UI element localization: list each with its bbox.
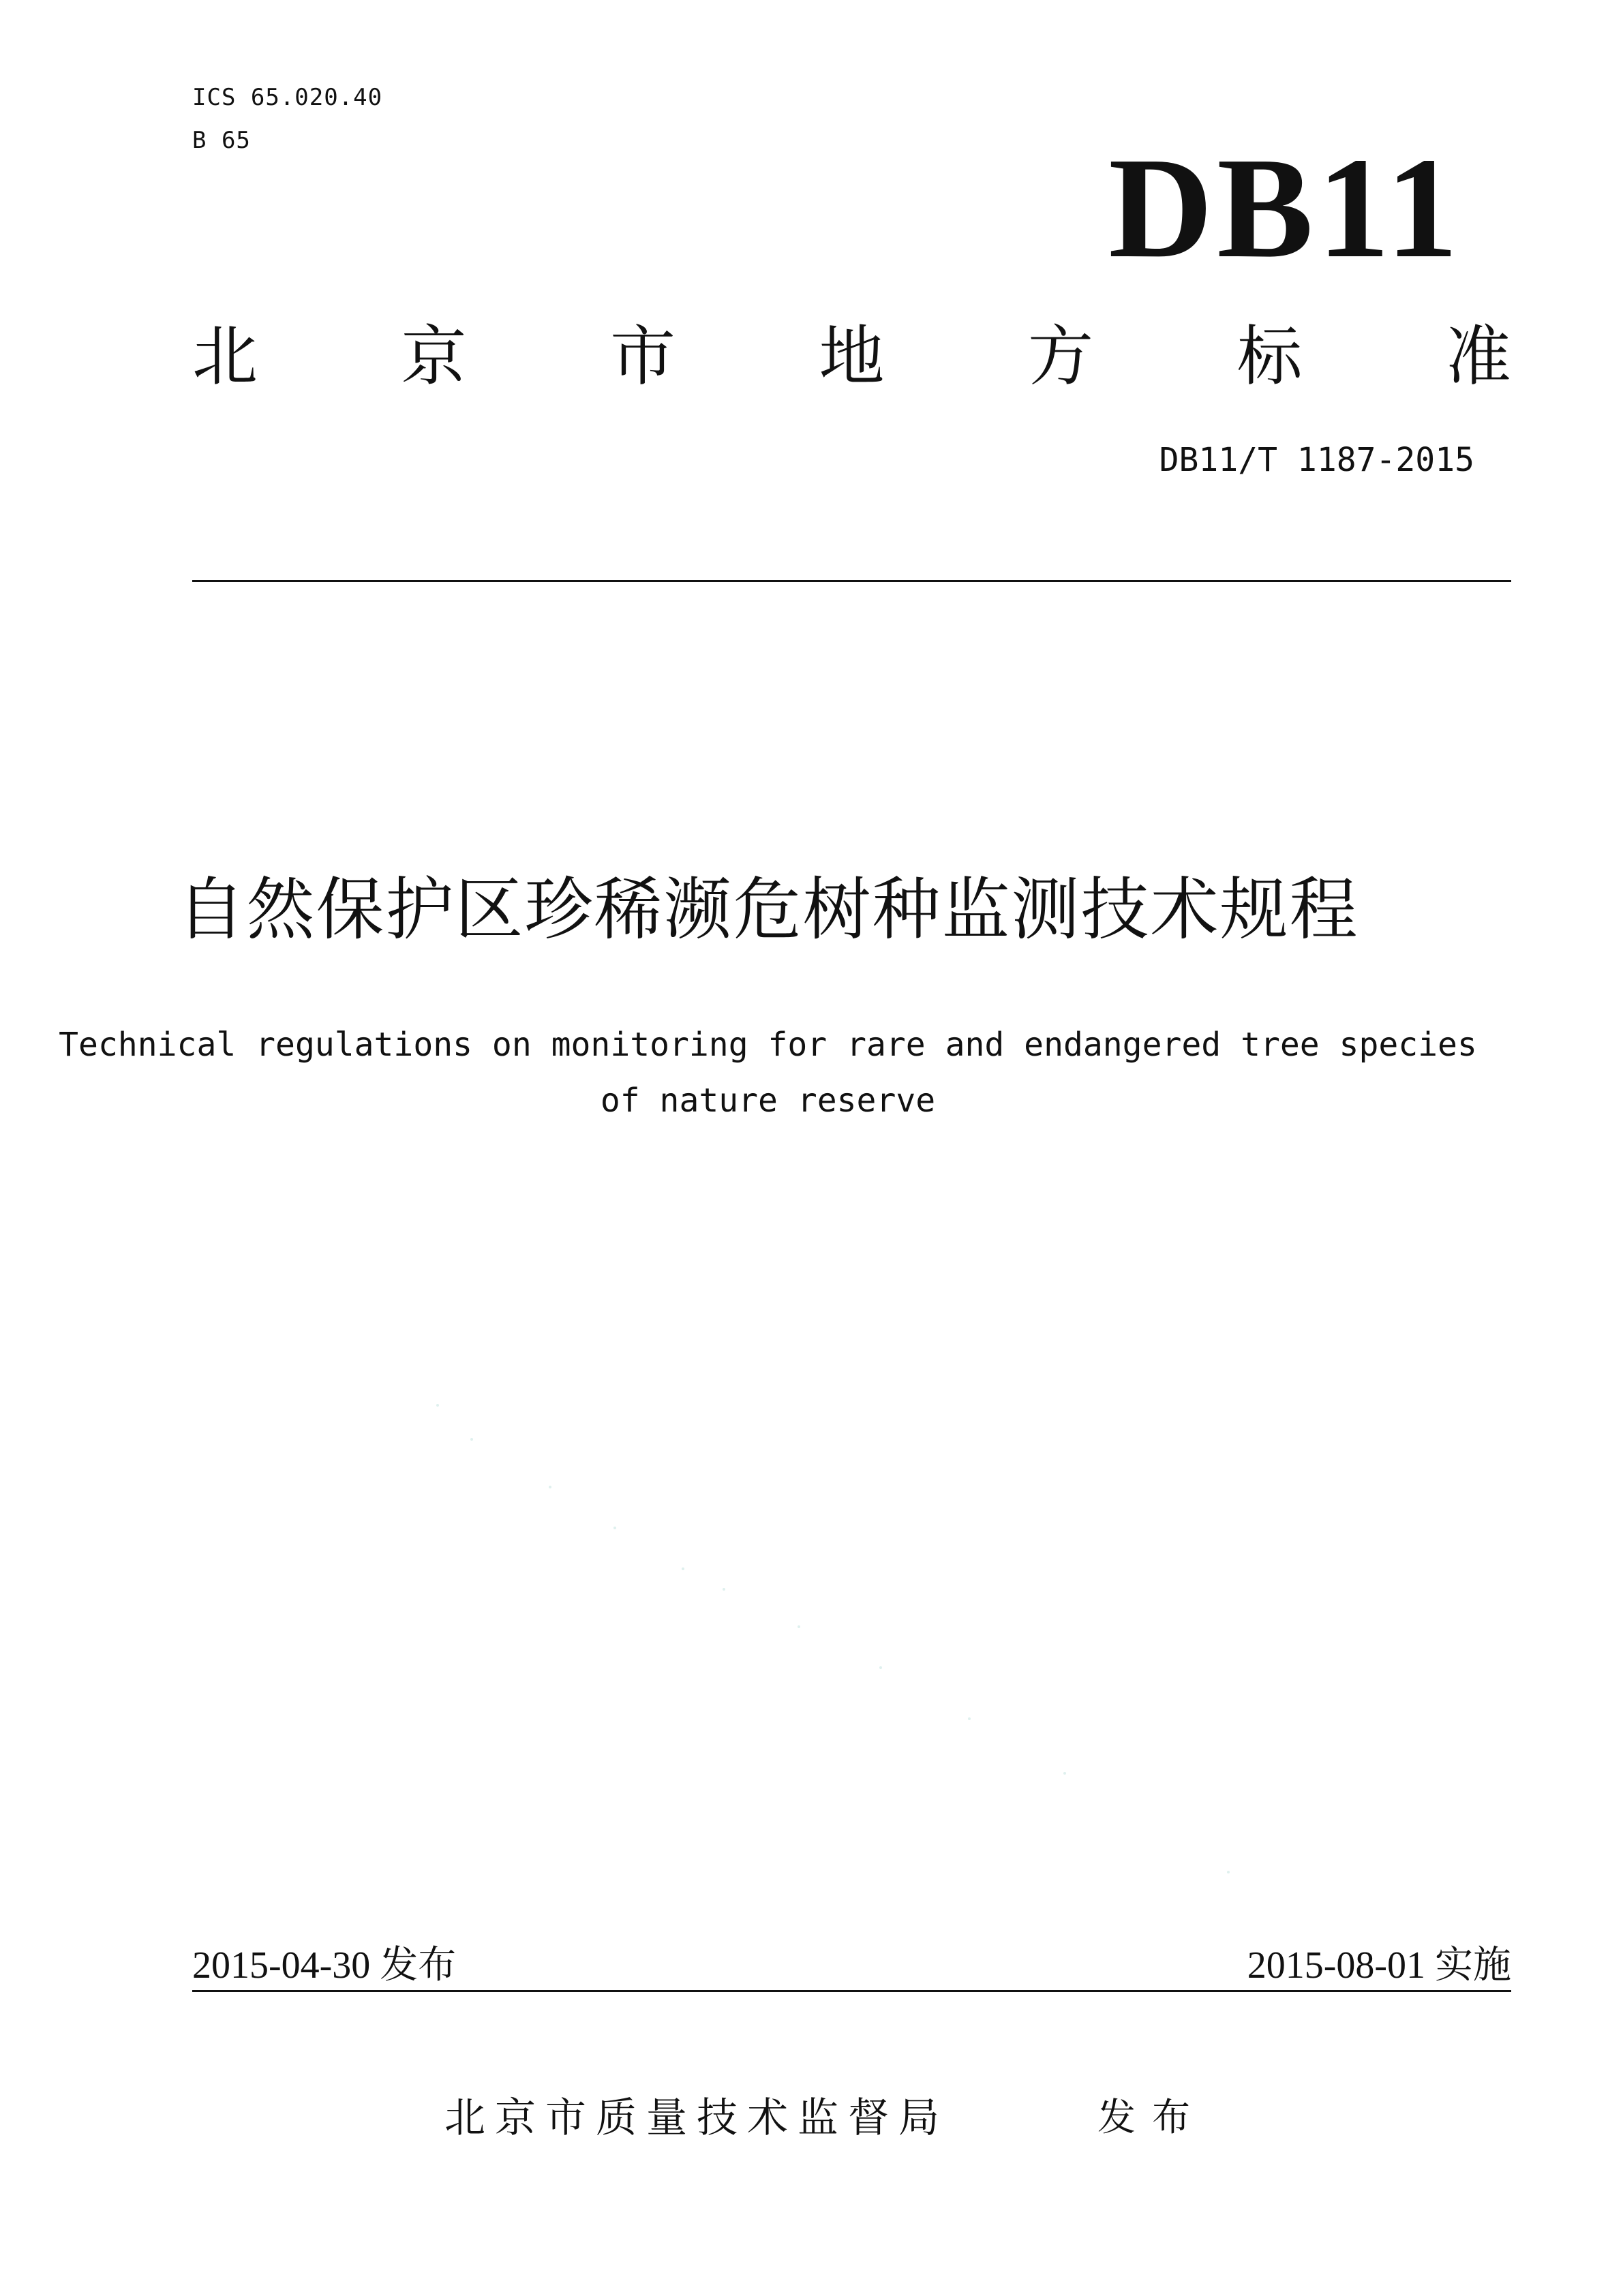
scan-speck xyxy=(549,1486,551,1488)
standard-type-char: 方 xyxy=(1028,318,1093,395)
standard-type-char: 准 xyxy=(1446,318,1511,395)
standard-type-char: 市 xyxy=(610,318,676,395)
standard-type-char: 标 xyxy=(1237,318,1303,395)
scan-speck xyxy=(436,1404,439,1407)
scan-speck xyxy=(879,1666,882,1669)
ccs-code: B 65 xyxy=(192,127,251,154)
footer-divider xyxy=(192,1990,1511,1992)
ics-code: ICS 65.020.40 xyxy=(192,84,383,111)
standard-type-char: 京 xyxy=(401,318,467,395)
scan-speck xyxy=(1063,1772,1066,1775)
scan-speck xyxy=(682,1567,684,1570)
document-title-en-line2: of nature reserve xyxy=(600,1082,936,1120)
standard-type-char: 地 xyxy=(819,318,885,395)
header-divider xyxy=(192,580,1511,582)
standard-type-char: 北 xyxy=(192,318,258,395)
issue-date: 2015-04-30 发布 xyxy=(192,1944,457,1987)
document-title-cn: 自然保护区珍稀濒危树种监测技术规程 xyxy=(177,870,1359,949)
issuing-action: 发布 xyxy=(1097,2096,1207,2140)
implementation-date: 2015-08-01 实施 xyxy=(1247,1944,1511,1987)
scan-speck xyxy=(798,1625,800,1628)
scan-speck xyxy=(470,1438,473,1441)
scan-speck xyxy=(968,1717,971,1720)
document-title-en-line1: Technical regulations on monitoring for rare and endangered tree species xyxy=(59,1026,1477,1064)
issuing-authority: 北京市质量技术监督局 xyxy=(444,2094,949,2142)
scan-speck xyxy=(613,1527,616,1529)
db11-logo: DB11 xyxy=(1108,127,1462,288)
scan-speck xyxy=(723,1588,725,1591)
standard-type-heading xyxy=(192,312,1511,401)
scan-speck xyxy=(1227,1871,1230,1873)
standard-number: DB11/T 1187-2015 xyxy=(1159,441,1474,479)
